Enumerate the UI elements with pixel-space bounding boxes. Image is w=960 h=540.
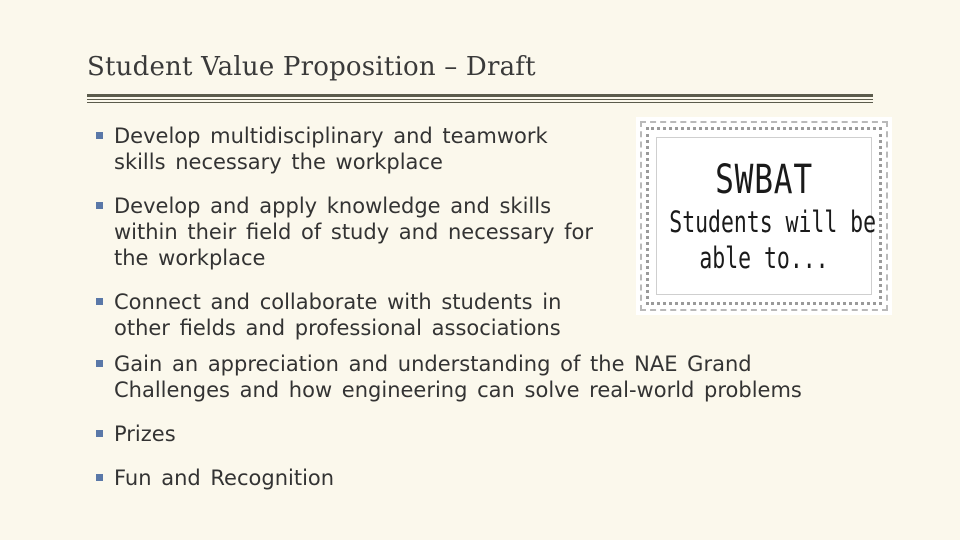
bullet-text: skills necessary the workplace (114, 150, 443, 174)
swbat-subtitle: Students will be (669, 205, 877, 239)
square-bullet-icon (96, 474, 103, 481)
swbat-subtitle: able to... (699, 241, 829, 275)
title-divider (87, 94, 873, 97)
bullet-text: Develop and apply knowledge and skills (114, 194, 552, 218)
bullet-text: within their field of study and necessary for (114, 220, 594, 244)
bullet-item (96, 193, 593, 271)
bullet-item (96, 351, 802, 403)
square-bullet-icon (96, 298, 103, 305)
bullet-item (96, 289, 561, 341)
bullet-text: Develop multidisciplinary and teamwork (114, 124, 548, 148)
bullet-text: Gain an appreciation and understanding of the NAE Grand (114, 352, 752, 376)
swbat-image (636, 117, 892, 315)
square-bullet-icon (96, 430, 103, 437)
square-bullet-icon (96, 202, 103, 209)
square-bullet-icon (96, 132, 103, 139)
bullet-text: other fields and professional associations (114, 316, 561, 340)
bullet-text: Prizes (114, 422, 176, 446)
title-divider (87, 99, 873, 100)
swbat-heading: SWBAT (715, 157, 813, 203)
bullet-text: Fun and Recognition (114, 466, 335, 490)
bullet-item (96, 465, 334, 491)
square-bullet-icon (96, 360, 103, 367)
bullet-text: Challenges and how engineering can solve real-world problems (114, 378, 802, 402)
slide-title: Student Value Proposition – Draft (87, 52, 536, 82)
bullet-text: Connect and collaborate with students in (114, 290, 562, 314)
title-divider (87, 102, 873, 103)
bullet-item (96, 421, 176, 447)
bullet-item (96, 123, 548, 175)
bullet-text: the workplace (114, 246, 266, 270)
